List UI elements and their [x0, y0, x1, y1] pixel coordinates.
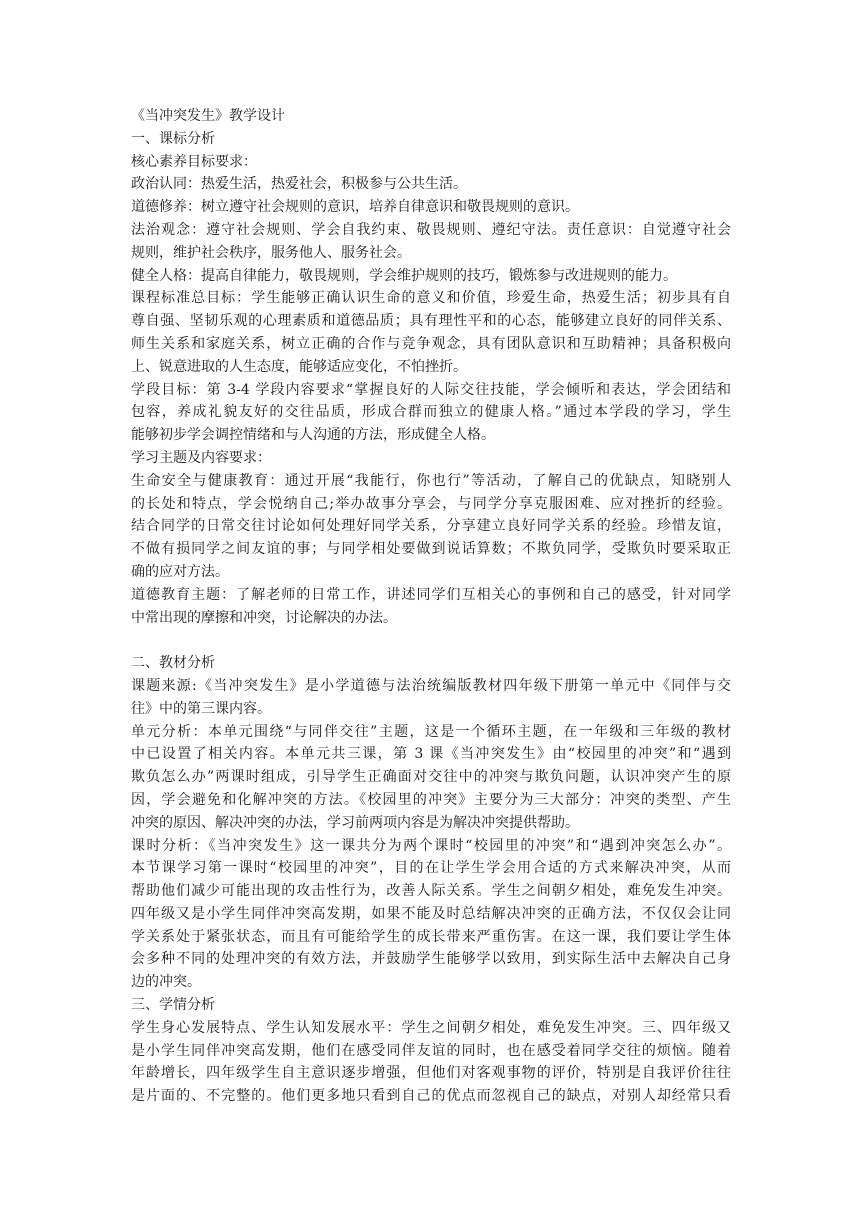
text-line: 往》中的第三课内容。 [131, 700, 271, 717]
text-line: 是片面的、不完整的。他们更多地只看到自己的优点而忽视自己的缺点，对别人却经常只看 [131, 1088, 731, 1105]
text-line: 上、锐意进取的人生态度，能够适应变化，不怕挫折。 [131, 358, 467, 375]
text-line: 包容，养成礼貌友好的交往品质，形成合群而独立的健康人格。”通过本学段的学习，学生 [131, 404, 731, 421]
text-line: 单元分析：本单元围绕“与同伴交往”主题，这是一个循环主题，在一年级和三年级的教材 [131, 723, 731, 740]
text-line: 确的应对方法。 [131, 563, 229, 580]
text-line: 因，学会避免和化解冲突的方法。《校园里的冲突》主要分为三大部分：冲突的类型、产生 [131, 791, 731, 808]
blank-line [131, 629, 731, 652]
text-line: 课程标准总目标：学生能够正确认识生命的意义和价值，珍爱生命，热爱生活；初步具有自 [131, 290, 731, 307]
text-line: 二、教材分析 [131, 655, 215, 672]
text-line: 不做有损同学之间友谊的事；与同学相处要做到说话算数；不欺负同学，受欺负时要采取正 [131, 541, 731, 558]
text-line: 冲突的原因、解决冲突的办法，学习前两项内容是为解决冲突提供帮助。 [131, 814, 579, 831]
text-line: 健全人格：提高自律能力，敬畏规则，学会维护规则的技巧，锻炼参与改进规则的能力。 [131, 267, 677, 284]
text-line: 尊自强、坚韧乐观的心理素质和道德品质；具有理性平和的心态，能够建立良好的同伴关系、 [131, 313, 731, 330]
text-line: 学习主题及内容要求： [131, 449, 271, 466]
text-line: 的长处和特点，学会悦纳自己;举办故事分享会，与同学分享克服困难、应对挫折的经验。 [131, 495, 731, 512]
text-line: 学生身心发展特点、学生认知发展水平：学生之间朝夕相处，难免发生冲突。三、四年级又 [131, 1019, 731, 1036]
text-line: 能够初步学会调控情绪和与人沟通的方法，形成健全人格。 [131, 427, 495, 444]
text-line: 是小学生同伴冲突高发期，他们在感受同伴友谊的同时，也在感受着同学交往的烦恼。随着 [131, 1042, 731, 1059]
text-line: 道德修养：树立遵守社会规则的意识，培养自律意识和敬畏规则的意识。 [131, 199, 579, 216]
text-line: 学关系处于紧张状态，而且有可能给学生的成长带来严重伤害。在这一课，我们要让学生体 [131, 928, 731, 945]
text-line: 本节课学习第一课时“校园里的冲突”，目的在让学生学会用合适的方式来解决冲突，从而 [131, 860, 731, 877]
text-line: 《当冲突发生》教学设计 [131, 108, 285, 124]
text-line: 结合同学的日常交往讨论如何处理好同学关系，分享建立良好同学关系的经验。珍惜友谊， [131, 518, 731, 535]
text-line: 课题来源:《当冲突发生》是小学道德与法治统编版教材四年级下册第一单元中《同伴与交 [131, 677, 731, 694]
text-line: 欺负怎么办”两课时组成，引导学生正确面对交往中的冲突与欺负问题，认识冲突产生的原 [131, 769, 731, 786]
text-line: 帮助他们减少可能出现的攻击性行为，改善人际关系。学生之间朝夕相处，难免发生冲突。 [131, 883, 731, 900]
text-line: 核心素养目标要求： [131, 153, 257, 170]
text-line: 法治观念：遵守社会规则、学会自我约束、敬畏规则、遵纪守法。责任意识：自觉遵守社会 [131, 221, 731, 238]
text-line: 学段目标：第 3-4 学段内容要求“掌握良好的人际交往技能，学会倾听和表达，学会团结和 [131, 381, 731, 398]
text-line: 道德教育主题：了解老师的日常工作，讲述同学们互相关心的事例和自己的感受，针对同学 [131, 586, 731, 603]
text-line: 会多种不同的处理冲突的有效方法，并鼓励学生能够学以致用，到实际生活中去解决自己身 [131, 951, 731, 968]
text-line: 三、学情分析 [131, 997, 215, 1014]
document-page [131, 105, 731, 1108]
text-line: 中常出现的摩擦和冲突，讨论解决的办法。 [131, 609, 397, 626]
text-line: 年龄增长，四年级学生自主意识逐步增强，但他们对客观事物的评价，特别是自我评价往往 [131, 1065, 731, 1082]
text-line: 边的冲突。 [131, 974, 201, 991]
text-line: 政治认同：热爱生活，热爱社会，积极参与公共生活。 [131, 176, 467, 193]
text-line: 师生关系和家庭关系，树立正确的合作与竞争观念，具有团队意识和互助精神；具备积极向 [131, 335, 731, 352]
text-line: 四年级又是小学生同伴冲突高发期，如果不能及时总结解决冲突的正确方法，不仅仅会让同 [131, 905, 731, 922]
text-line: 规则，维护社会秩序，服务他人、服务社会。 [131, 244, 411, 261]
text-line: 生命安全与健康教育：通过开展“我能行，你也行”等活动，了解自己的优缺点，知晓别人 [131, 472, 731, 489]
text-line: 课时分析：《当冲突发生》这一课共分为两个课时“校园里的冲突”和“遇到冲突怎么办”。 [131, 837, 731, 854]
text-line: 中已设置了相关内容。本单元共三课，第 3 课《当冲突发生》由“校园里的冲突”和“遇到 [131, 746, 731, 763]
text-line: 一、课标分析 [131, 130, 215, 147]
